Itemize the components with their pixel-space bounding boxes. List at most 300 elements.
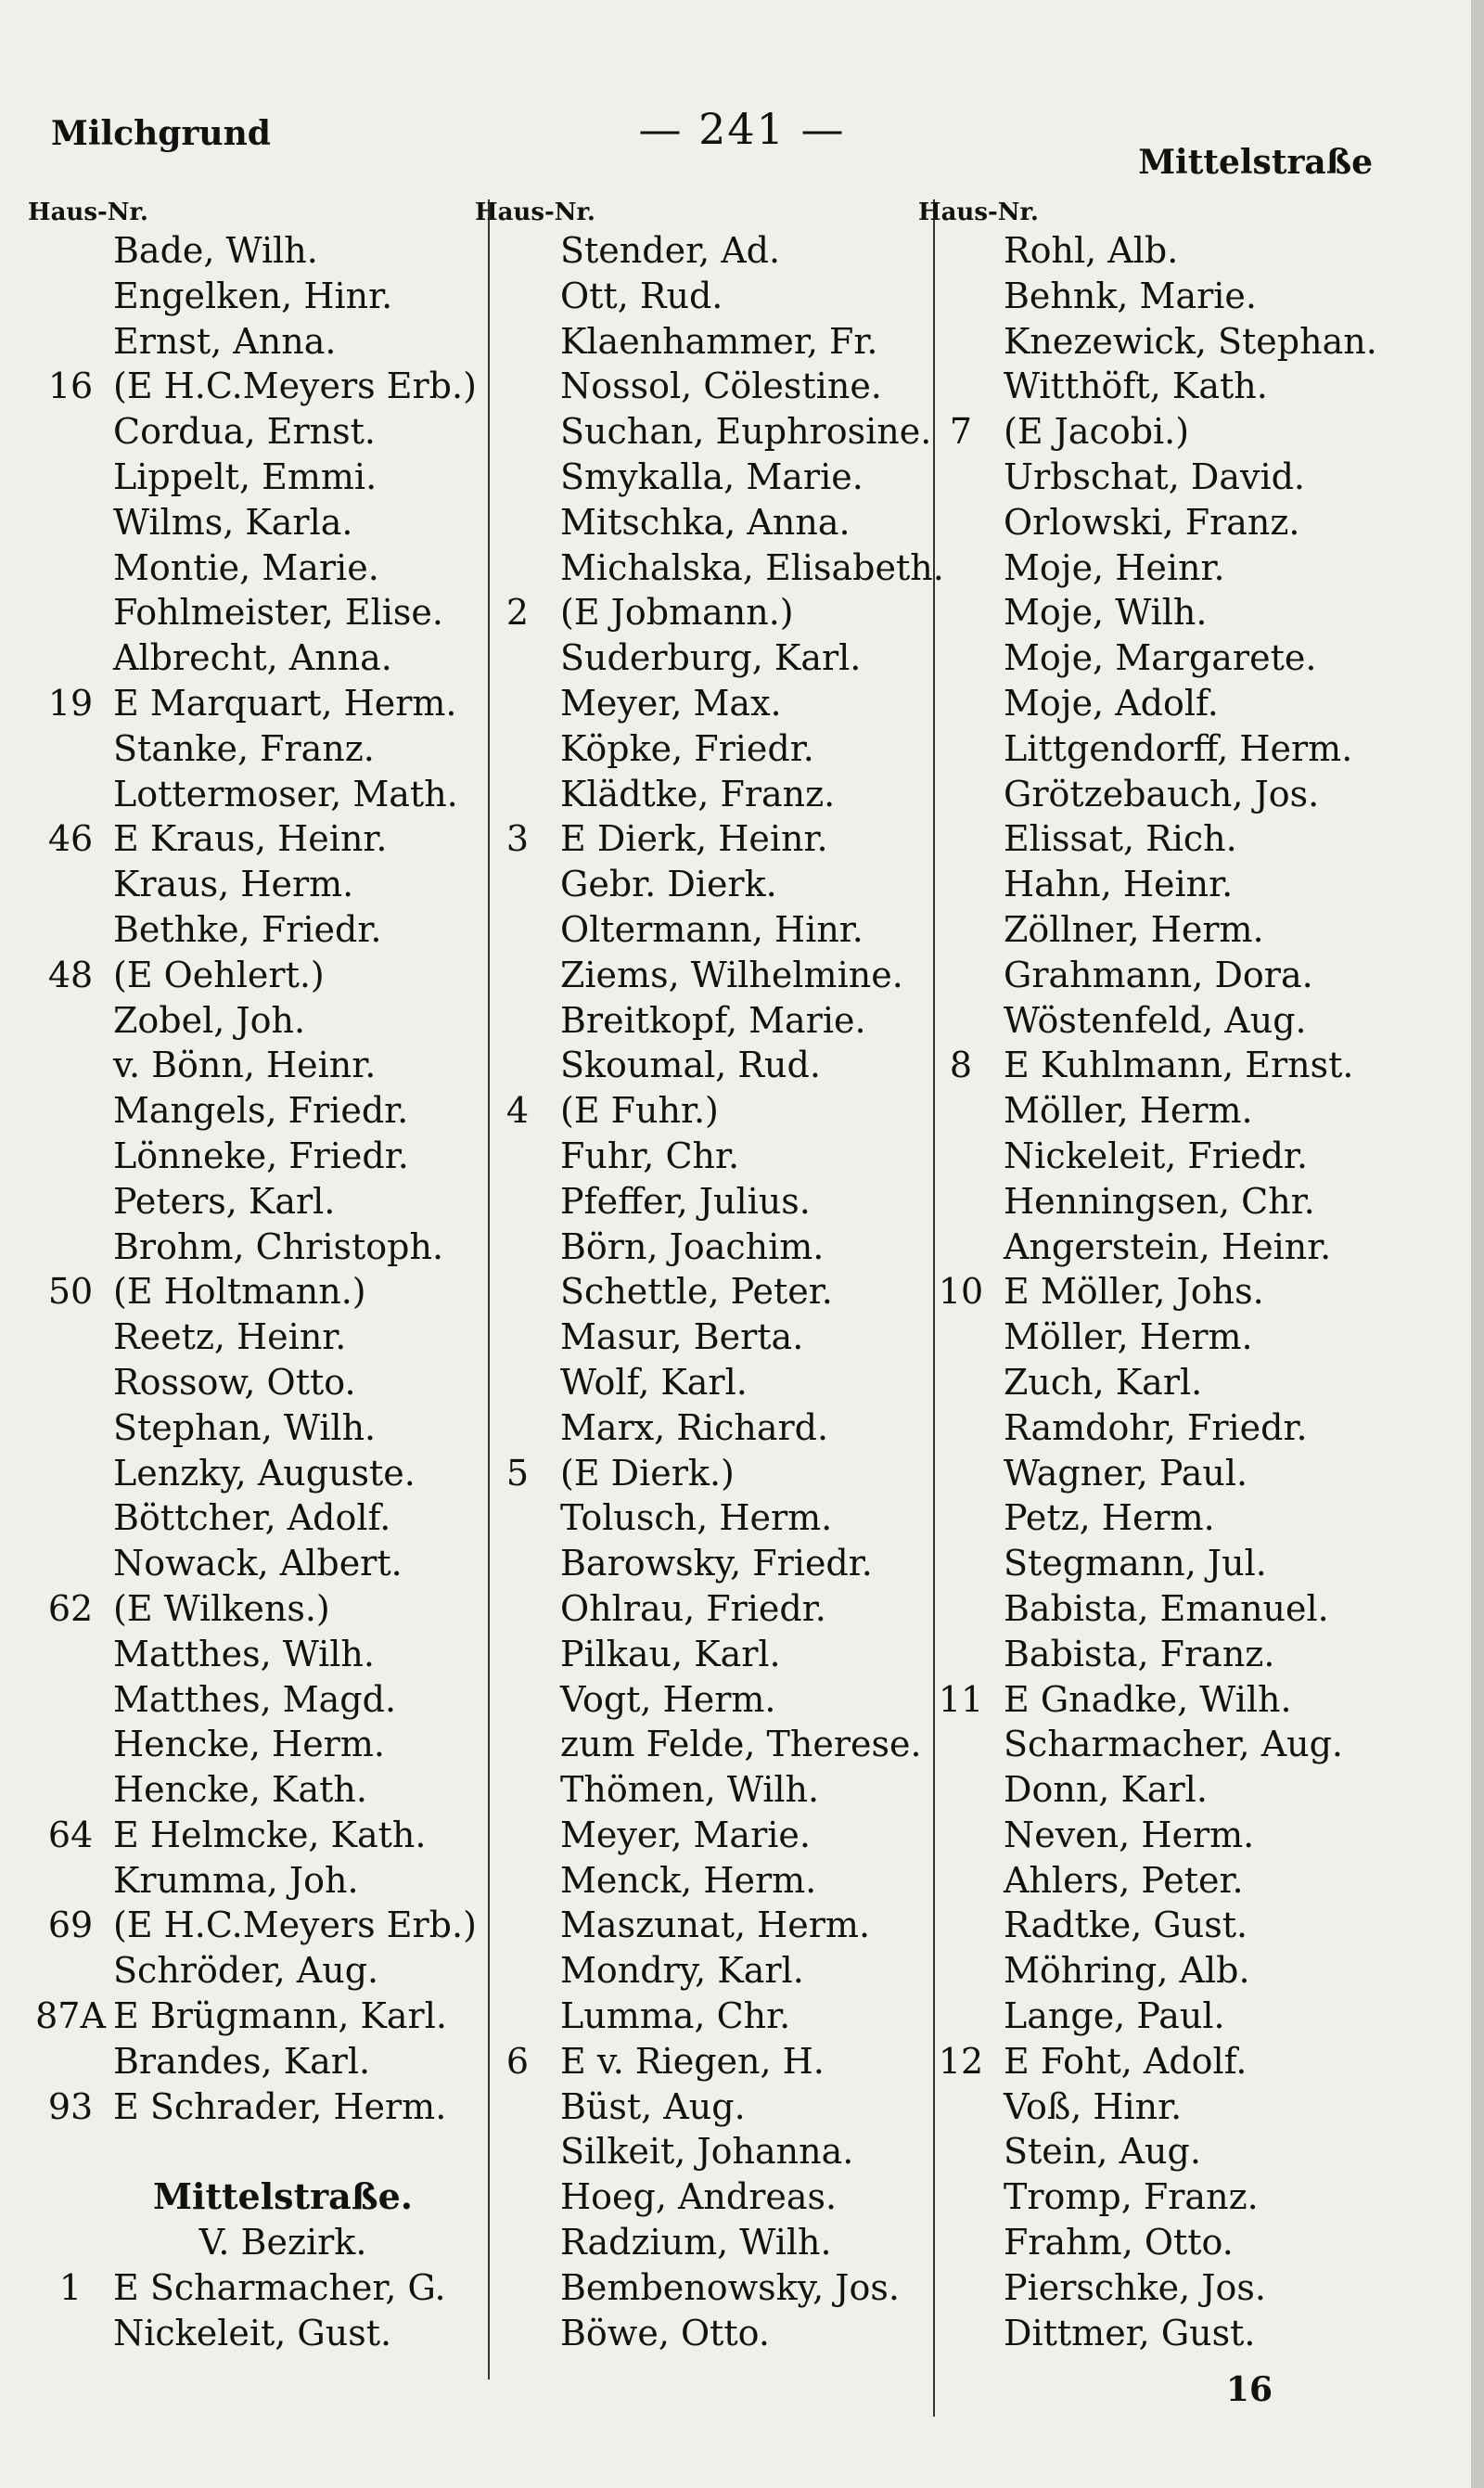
resident-name: Lumma, Chr. — [560, 1995, 791, 2037]
directory-entry — [475, 1994, 929, 2039]
directory-entry — [475, 2129, 929, 2174]
resident-name: Matthes, Wilh. — [113, 1633, 375, 1674]
directory-entry — [28, 2084, 482, 2130]
resident-name: Möller, Herm. — [1004, 1090, 1253, 1132]
directory-entry — [475, 1632, 929, 1677]
directory-entry — [28, 862, 482, 907]
resident-name: Brohm, Christoph. — [113, 1225, 444, 1267]
resident-name: Scharmacher, Aug. — [1004, 1724, 1344, 1765]
resident-name: (E Fuhr.) — [560, 1090, 719, 1132]
directory-entry — [918, 2084, 1373, 2130]
resident-name: Dittmer, Gust. — [1004, 2312, 1256, 2353]
directory-entry — [918, 319, 1377, 365]
directory-entry — [918, 772, 1373, 817]
resident-name: E Kraus, Heinr. — [113, 818, 388, 860]
resident-name: Tromp, Franz. — [1004, 2176, 1259, 2218]
directory-entry — [918, 1813, 1373, 1858]
directory-entry — [918, 1315, 1373, 1360]
resident-name: Maszunat, Herm. — [560, 1904, 871, 1946]
directory-entry — [918, 590, 1373, 635]
resident-name: Stein, Aug. — [1004, 2131, 1201, 2173]
directory-entry — [28, 1495, 482, 1541]
directory-entry — [28, 1722, 482, 1767]
directory-entry — [918, 274, 1373, 319]
resident-name: Suderburg, Karl. — [560, 637, 862, 679]
resident-name: E Gnadke, Wilh. — [1004, 1678, 1292, 1720]
directory-entry — [475, 2265, 929, 2311]
directory-entry — [28, 455, 482, 500]
directory-entry — [918, 1179, 1373, 1225]
resident-name: Klaenhammer, Fr. — [560, 320, 878, 362]
directory-entry — [918, 1858, 1373, 1904]
directory-entry — [475, 500, 929, 545]
house-number: 6 — [505, 2040, 530, 2082]
resident-name: Lippelt, Emmi. — [113, 455, 377, 497]
resident-name: Klädtke, Franz. — [560, 773, 836, 814]
directory-entry — [475, 1858, 929, 1904]
resident-name: Bethke, Friedr. — [113, 908, 382, 950]
resident-name: Nossol, Cölestine. — [560, 366, 882, 407]
directory-entry — [28, 772, 482, 817]
resident-name: Böwe, Otto. — [560, 2312, 770, 2353]
directory-entry — [918, 1586, 1373, 1632]
resident-name: Matthes, Magd. — [113, 1678, 397, 1720]
resident-name: Stanke, Franz. — [113, 727, 375, 769]
resident-name: E Dierk, Heinr. — [560, 818, 828, 860]
resident-name: (E Dierk.) — [560, 1452, 735, 1494]
signature-mark: 16 — [1225, 2370, 1273, 2409]
directory-entry — [475, 1948, 929, 1994]
directory-entry — [28, 274, 482, 319]
running-head-right: Mittelstraße — [1138, 143, 1373, 182]
directory-entry — [918, 2265, 1373, 2311]
directory-entry — [475, 2174, 929, 2220]
directory-entry — [475, 2220, 929, 2265]
resident-name: Barowsky, Friedr. — [560, 1543, 873, 1584]
resident-name: Mondry, Karl. — [560, 1950, 804, 1992]
resident-name: Henningsen, Chr. — [1004, 1180, 1315, 1222]
resident-name: Radtke, Gust. — [1004, 1904, 1248, 1946]
resident-name: Rossow, Otto. — [113, 1361, 356, 1403]
resident-name: (E Wilkens.) — [113, 1587, 330, 1629]
house-number: 19 — [47, 682, 94, 724]
resident-name: Büst, Aug. — [560, 2085, 746, 2127]
directory-entry — [28, 2039, 482, 2084]
house-number: 1 — [58, 2266, 83, 2308]
directory-entry — [475, 319, 929, 365]
resident-name: Voß, Hinr. — [1004, 2085, 1183, 2127]
house-number: 10 — [938, 1271, 984, 1313]
resident-name: Masur, Berta. — [560, 1316, 804, 1358]
directory-entry — [918, 1451, 1373, 1496]
directory-entry — [28, 1405, 482, 1451]
directory-entry — [475, 274, 929, 319]
directory-entry — [918, 364, 1373, 409]
directory-entry — [475, 2311, 929, 2356]
house-number: 69 — [47, 1904, 94, 1946]
resident-name: Bembenowsky, Jos. — [560, 2266, 900, 2308]
directory-entry — [918, 2220, 1373, 2265]
directory-entry — [28, 1903, 482, 1948]
directory-entry — [28, 364, 482, 409]
directory-entry — [918, 635, 1373, 681]
resident-name: Lange, Paul. — [1004, 1995, 1225, 2037]
resident-name: Cordua, Ernst. — [113, 411, 376, 453]
directory-entry — [28, 319, 482, 365]
directory-entry — [28, 1315, 482, 1360]
directory-entry — [475, 998, 929, 1044]
resident-name: Wilms, Karla. — [113, 501, 353, 543]
directory-entry — [918, 816, 1373, 862]
resident-name: Ernst, Anna. — [113, 320, 337, 362]
resident-name: E Schrader, Herm. — [113, 2085, 447, 2127]
resident-name: Wöstenfeld, Aug. — [1004, 999, 1307, 1041]
directory-entry — [918, 2039, 1373, 2084]
page-edge — [1471, 0, 1484, 2488]
resident-name: Babista, Emanuel. — [1004, 1587, 1329, 1629]
directory-entry — [475, 455, 929, 500]
heading-text: V. Bezirk. — [198, 2222, 367, 2264]
directory-entry — [918, 1541, 1373, 1586]
resident-name: Marx, Richard. — [560, 1406, 829, 1448]
directory-entry — [475, 590, 929, 635]
directory-entry — [28, 1677, 482, 1723]
directory-entry — [475, 635, 929, 681]
directory-entry — [918, 545, 1373, 591]
resident-name: Ahlers, Peter. — [1004, 1859, 1244, 1901]
directory-entry — [28, 1088, 482, 1134]
resident-name: Stephan, Wilh. — [113, 1406, 377, 1448]
directory-entry — [475, 1405, 929, 1451]
directory-entry — [918, 907, 1373, 953]
resident-name: Ott, Rud. — [560, 275, 723, 316]
directory-entry — [28, 590, 482, 635]
resident-name: Moje, Wilh. — [1004, 592, 1208, 634]
directory-entry — [475, 1495, 929, 1541]
directory-entry — [918, 228, 1373, 274]
resident-name: Montie, Marie. — [113, 546, 379, 588]
directory-entry — [475, 681, 929, 726]
directory-entry — [918, 1043, 1373, 1088]
running-head-left: Milchgrund — [51, 114, 271, 153]
directory-entry — [28, 1225, 482, 1270]
column-rows — [475, 228, 944, 2355]
house-number-header: Haus-Nr. — [28, 199, 148, 226]
resident-name: Oltermann, Hinr. — [560, 908, 864, 950]
resident-name: (E Holtmann.) — [113, 1271, 366, 1313]
resident-name: Menck, Herm. — [560, 1859, 817, 1901]
heading-text: Mittelstraße. — [152, 2175, 414, 2218]
resident-name: Moje, Heinr. — [1004, 546, 1225, 588]
column-2 — [475, 197, 944, 2355]
directory-entry — [918, 409, 1373, 455]
resident-name: Littgendorff, Herm. — [1004, 727, 1353, 769]
directory-entry — [475, 1677, 929, 1723]
directory-entry — [918, 1722, 1373, 1767]
directory-entry — [475, 1134, 929, 1179]
house-number: 46 — [47, 818, 94, 860]
house-number: 11 — [938, 1678, 984, 1720]
directory-entry — [918, 1269, 1373, 1315]
column-3 — [918, 197, 1377, 2355]
resident-name: Mangels, Friedr. — [113, 1090, 409, 1132]
resident-name: Fuhr, Chr. — [560, 1135, 740, 1176]
house-number: 3 — [505, 818, 530, 860]
house-number: 4 — [505, 1090, 530, 1132]
resident-name: (E Jobmann.) — [560, 592, 794, 634]
house-number: 48 — [47, 954, 94, 995]
directory-entry — [475, 816, 929, 862]
directory-entry — [475, 1360, 929, 1405]
resident-name: Hencke, Herm. — [113, 1724, 385, 1765]
house-number-header: Haus-Nr. — [918, 199, 1039, 226]
house-number: 50 — [47, 1271, 94, 1313]
resident-name: Nowack, Albert. — [113, 1543, 403, 1584]
resident-name: Hoeg, Andreas. — [560, 2176, 838, 2218]
district-label — [28, 2220, 482, 2265]
house-number: 87A — [35, 1995, 106, 2037]
directory-entry — [475, 1315, 929, 1360]
resident-name: Silkeit, Johanna. — [560, 2131, 854, 2173]
resident-name: Elissat, Rich. — [1004, 818, 1237, 860]
resident-name: Hencke, Kath. — [113, 1769, 367, 1811]
resident-name: Ohlrau, Friedr. — [560, 1587, 826, 1629]
resident-name: Pierschke, Jos. — [1004, 2266, 1266, 2308]
resident-name: Meyer, Max. — [560, 682, 782, 724]
directory-entry — [918, 2311, 1373, 2356]
house-number: 64 — [47, 1814, 94, 1855]
directory-entry — [475, 1088, 929, 1134]
directory-entry — [475, 862, 929, 907]
resident-name: Moje, Margarete. — [1004, 637, 1317, 679]
directory-entry — [918, 953, 1373, 998]
resident-name: Nickeleit, Gust. — [113, 2312, 392, 2353]
resident-name: Möhring, Alb. — [1004, 1950, 1250, 1992]
directory-entry — [475, 1451, 929, 1496]
resident-name: Möller, Herm. — [1004, 1316, 1253, 1358]
resident-name: Thömen, Wilh. — [560, 1769, 820, 1811]
directory-entry — [28, 726, 482, 772]
resident-name: Gebr. Dierk. — [560, 864, 777, 905]
directory-entry — [918, 1088, 1373, 1134]
resident-name: Brandes, Karl. — [113, 2040, 371, 2082]
directory-entry — [475, 1722, 929, 1767]
directory-entry — [28, 1994, 482, 2039]
resident-name: Lenzky, Auguste. — [113, 1452, 416, 1494]
resident-name: Böttcher, Adolf. — [113, 1497, 391, 1539]
resident-name: Smykalla, Marie. — [560, 455, 864, 497]
directory-entry — [475, 1179, 929, 1225]
resident-name: Köpke, Friedr. — [560, 727, 814, 769]
resident-name: Schröder, Aug. — [113, 1950, 379, 1992]
resident-name: Nickeleit, Friedr. — [1004, 1135, 1308, 1176]
directory-entry — [475, 545, 944, 591]
resident-name: Zöllner, Herm. — [1004, 908, 1264, 950]
directory-entry — [28, 681, 482, 726]
resident-name: Michalska, Elisabeth. — [560, 546, 944, 588]
resident-name: Witthöft, Kath. — [1004, 366, 1268, 407]
resident-name: Radzium, Wilh. — [560, 2222, 832, 2264]
resident-name: Mitschka, Anna. — [560, 501, 851, 543]
resident-name: Orlowski, Franz. — [1004, 501, 1300, 543]
directory-entry — [475, 1269, 929, 1315]
resident-name: (E H.C.Meyers Erb.) — [113, 366, 477, 407]
column-rows — [918, 228, 1377, 2355]
resident-name: Albrecht, Anna. — [113, 637, 392, 679]
directory-entry — [918, 500, 1373, 545]
resident-name: (E Jacobi.) — [1004, 411, 1190, 453]
resident-name: Neven, Herm. — [1004, 1814, 1255, 1855]
column-rows — [28, 228, 482, 2355]
resident-name: Bade, Wilh. — [113, 230, 318, 271]
directory-entry — [918, 1360, 1373, 1405]
resident-name: Petz, Herm. — [1004, 1497, 1215, 1539]
directory-entry — [28, 228, 482, 274]
resident-name: E Kuhlmann, Ernst. — [1004, 1045, 1354, 1086]
street-heading — [28, 2174, 482, 2220]
directory-entry — [918, 1405, 1373, 1451]
directory-entry — [28, 1586, 482, 1632]
resident-name: Stender, Ad. — [560, 230, 781, 271]
directory-entry — [475, 409, 932, 455]
directory-entry — [918, 1767, 1373, 1813]
directory-entry — [918, 1994, 1373, 2039]
resident-name: E Marquart, Herm. — [113, 682, 457, 724]
directory-entry — [475, 228, 929, 274]
resident-name: Lottermoser, Math. — [113, 773, 458, 814]
resident-name: E Scharmacher, G. — [113, 2266, 446, 2308]
directory-entry — [918, 681, 1373, 726]
directory-entry — [475, 1586, 929, 1632]
resident-name: Moje, Adolf. — [1004, 682, 1219, 724]
resident-name: E v. Riegen, H. — [560, 2040, 825, 2082]
resident-name: Ramdohr, Friedr. — [1004, 1406, 1308, 1448]
resident-name: Börn, Joachim. — [560, 1225, 825, 1267]
resident-name: v. Bönn, Heinr. — [113, 1045, 377, 1086]
resident-name: Zuch, Karl. — [1004, 1361, 1203, 1403]
directory-entry — [475, 1767, 929, 1813]
resident-name: Rohl, Alb. — [1004, 230, 1179, 271]
directory-entry — [475, 953, 929, 998]
directory-entry — [28, 1360, 482, 1405]
directory-entry — [28, 545, 482, 591]
directory-entry — [28, 1948, 482, 1994]
resident-name: Angerstein, Heinr. — [1004, 1225, 1332, 1267]
page-number: — 241 — — [638, 104, 846, 154]
directory-entry — [28, 635, 482, 681]
resident-name: Fohlmeister, Elise. — [113, 592, 443, 634]
house-number: 12 — [938, 2040, 984, 2082]
column-1 — [28, 197, 482, 2355]
directory-entry — [918, 998, 1373, 1044]
directory-entry — [28, 816, 482, 862]
directory-entry — [28, 953, 482, 998]
directory-entry — [28, 2311, 482, 2356]
resident-name: Kraus, Herm. — [113, 864, 354, 905]
resident-name: zum Felde, Therese. — [560, 1724, 922, 1765]
directory-entry — [475, 772, 929, 817]
directory-entry — [918, 862, 1373, 907]
directory-entry — [28, 1541, 482, 1586]
resident-name: (E Oehlert.) — [113, 954, 325, 995]
resident-name: Urbschat, David. — [1004, 455, 1306, 497]
directory-entry — [28, 500, 482, 545]
directory-entry — [475, 2039, 929, 2084]
resident-name: E Helmcke, Kath. — [113, 1814, 427, 1855]
resident-name: Peters, Karl. — [113, 1180, 336, 1222]
resident-name: Wagner, Paul. — [1004, 1452, 1248, 1494]
resident-name: E Möller, Johs. — [1004, 1271, 1264, 1313]
resident-name: Suchan, Euphrosine. — [560, 411, 932, 453]
directory-entry — [475, 726, 929, 772]
directory-entry — [475, 1225, 929, 1270]
resident-name: Tolusch, Herm. — [560, 1497, 833, 1539]
directory-entry — [918, 455, 1373, 500]
directory-entry — [475, 1043, 929, 1088]
resident-name: Skoumal, Rud. — [560, 1045, 821, 1086]
resident-name: Krumma, Joh. — [113, 1859, 359, 1901]
directory-entry — [918, 2129, 1373, 2174]
resident-name: Breitkopf, Marie. — [560, 999, 866, 1041]
house-number: 2 — [505, 592, 530, 634]
house-number: 8 — [949, 1045, 973, 1086]
resident-name: Engelken, Hinr. — [113, 275, 393, 316]
house-number: 5 — [505, 1452, 530, 1494]
resident-name: Vogt, Herm. — [560, 1678, 776, 1720]
directory-entry — [28, 2129, 482, 2174]
directory-entry — [918, 2174, 1373, 2220]
directory-entry — [475, 364, 929, 409]
directory-entry — [475, 2084, 929, 2130]
house-number: 7 — [949, 411, 973, 453]
resident-name: Stegmann, Jul. — [1004, 1543, 1267, 1584]
directory-entry — [918, 1677, 1373, 1723]
directory-entry — [918, 1948, 1373, 1994]
resident-name: (E H.C.Meyers Erb.) — [113, 1904, 477, 1946]
directory-entry — [475, 907, 929, 953]
resident-name: Wolf, Karl. — [560, 1361, 748, 1403]
resident-name: Donn, Karl. — [1004, 1769, 1208, 1811]
resident-name: Reetz, Heinr. — [113, 1316, 347, 1358]
resident-name: Meyer, Marie. — [560, 1814, 811, 1855]
resident-name: Frahm, Otto. — [1004, 2222, 1234, 2264]
resident-name: Lönneke, Friedr. — [113, 1135, 409, 1176]
resident-name: Ziems, Wilhelmine. — [560, 954, 903, 995]
house-number: 93 — [47, 2085, 94, 2127]
directory-entry — [28, 1767, 482, 1813]
directory-entry — [28, 1134, 482, 1179]
house-number: 16 — [47, 366, 94, 407]
directory-entry — [918, 1225, 1373, 1270]
resident-name: Zobel, Joh. — [113, 999, 306, 1041]
resident-name: Pfeffer, Julius. — [560, 1180, 811, 1222]
house-number: 62 — [47, 1587, 94, 1629]
directory-entry — [28, 409, 482, 455]
directory-entry — [28, 1451, 482, 1496]
directory-entry — [475, 1541, 929, 1586]
resident-name: Grahmann, Dora. — [1004, 954, 1313, 995]
directory-entry — [475, 1903, 929, 1948]
directory-entry — [28, 907, 482, 953]
directory-entry — [28, 1632, 482, 1677]
resident-name: E Foht, Adolf. — [1004, 2040, 1247, 2082]
directory-entry — [918, 1134, 1373, 1179]
resident-name: Pilkau, Karl. — [560, 1633, 781, 1674]
house-number-header: Haus-Nr. — [475, 199, 595, 226]
directory-entry — [918, 1903, 1373, 1948]
directory-entry — [918, 726, 1373, 772]
directory-entry — [28, 998, 482, 1044]
